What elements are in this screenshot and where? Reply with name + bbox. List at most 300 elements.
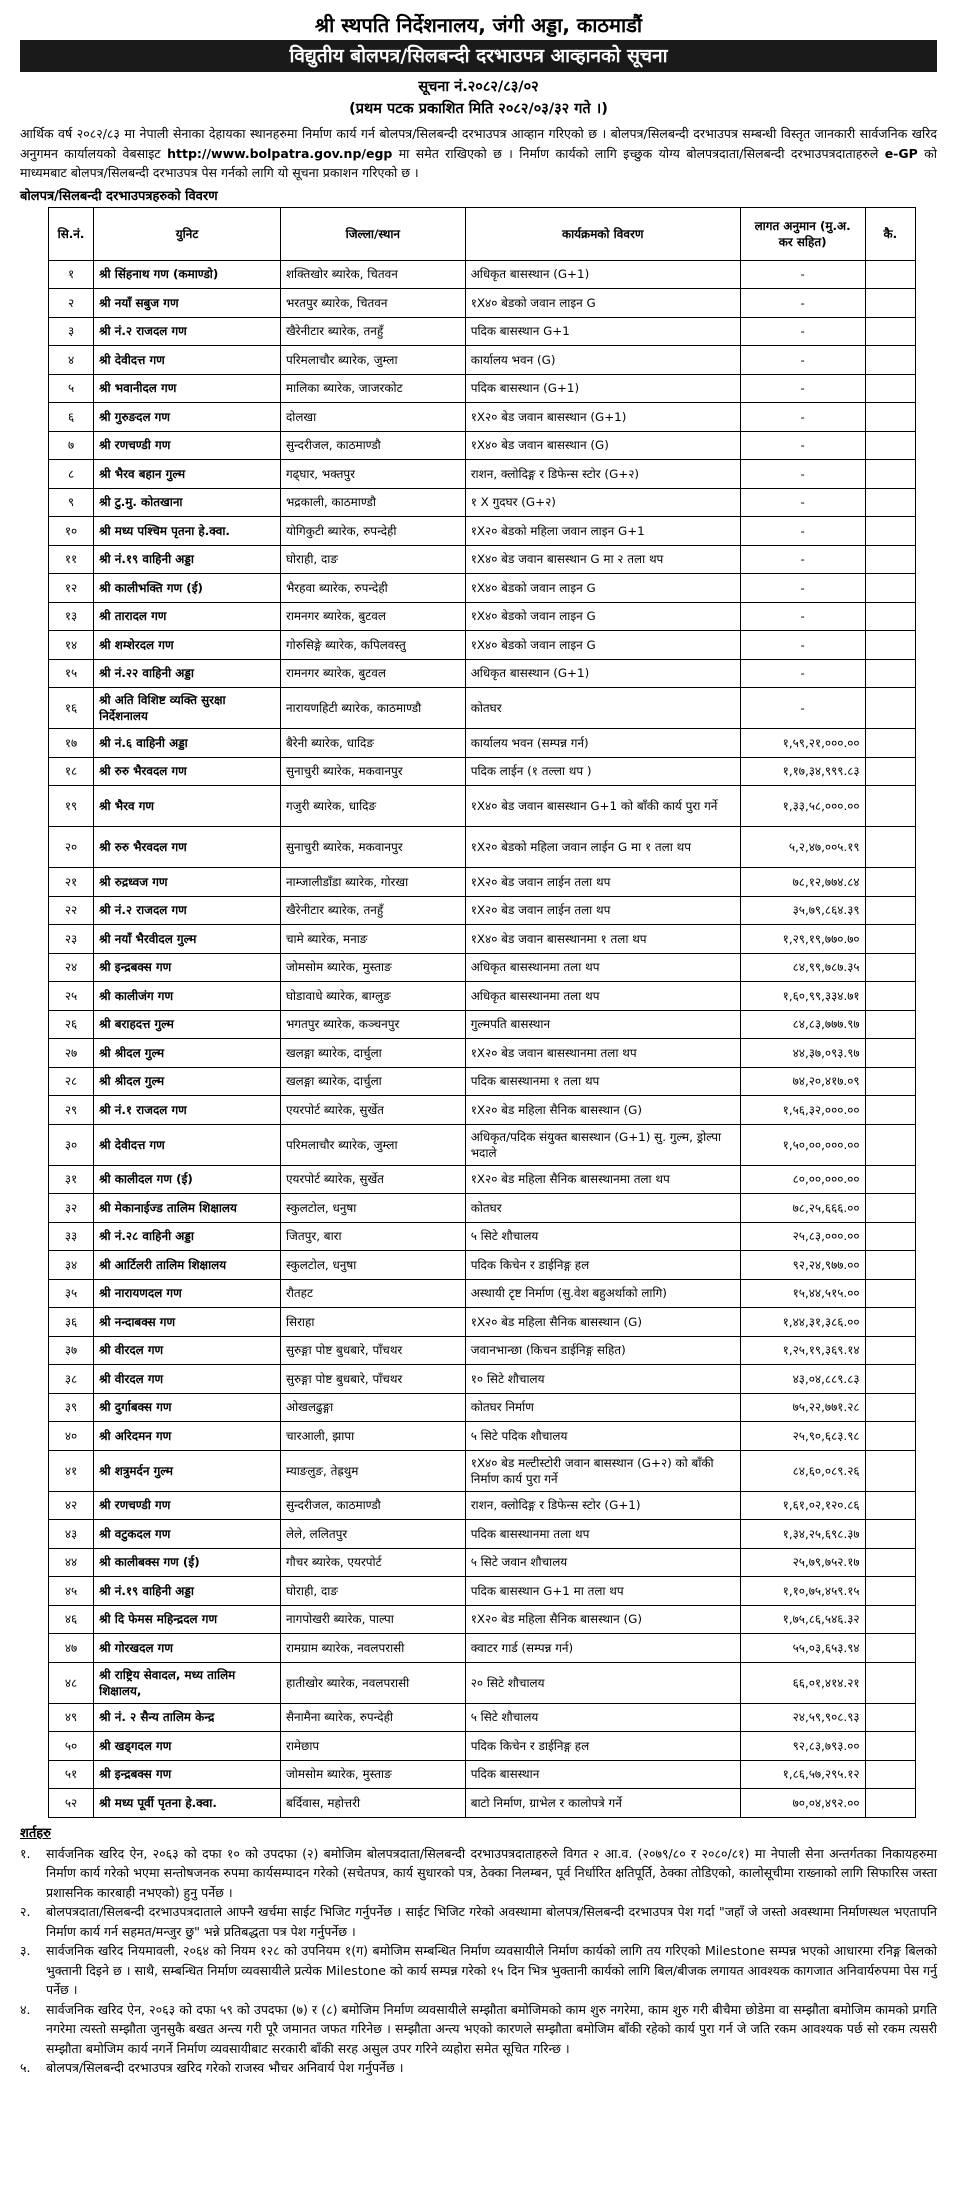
table-row <box>49 786 916 827</box>
col-header-unit: युनिट <box>94 207 281 260</box>
intro-text-2: मा समेत राखिएको छ । निर्माण कार्यको लागि इच्छुक योग्य बोलपत्रदाता/सिलबन्दी दरभाउपत्रदाताहरुले <box>398 145 879 161</box>
cell-remarks <box>865 688 915 729</box>
cell-sn: ६ <box>49 403 94 432</box>
cell-sn: १९ <box>49 786 94 827</box>
cell-cost: - <box>740 545 865 574</box>
bolpatra-link[interactable]: http://www.bolpatra.gov.np/egp <box>167 145 393 161</box>
cell-remarks <box>865 1789 915 1818</box>
cell-sn: २३ <box>49 925 94 954</box>
cell-sn: ४२ <box>49 1491 94 1520</box>
cell-cost: ६६,०१,४१४.२१ <box>740 1662 865 1703</box>
cell-location: खलङ्गा ब्यारेक, दार्चुला <box>280 1039 465 1068</box>
cell-remarks <box>865 757 915 786</box>
table-row <box>49 403 916 432</box>
condition-item <box>20 1941 937 2000</box>
cell-remarks <box>865 1194 915 1223</box>
cell-description: १X२० बेड जवान लाईन तला थप <box>465 896 740 925</box>
cell-description: १X२० बेड महिला सैनिक बासस्थान (G) <box>465 1096 740 1125</box>
cell-sn: १५ <box>49 659 94 688</box>
table-row <box>49 729 916 758</box>
cell-sn: ४९ <box>49 1703 94 1732</box>
table-row <box>49 1194 916 1223</box>
condition-item <box>20 2058 937 2078</box>
cell-description: १X४० बेडको जवान लाइन G <box>465 574 740 603</box>
cell-cost: ९२,२४,९७७.०० <box>740 1251 865 1280</box>
cell-location: जितपुर, बारा <box>280 1222 465 1251</box>
cell-description: राशन, क्लोदिङ्ग र डिफेन्स स्टोर (G+1) <box>465 1491 740 1520</box>
cell-remarks <box>865 1450 915 1491</box>
cell-description: २० सिटे शौचालय <box>465 1662 740 1703</box>
cell-remarks <box>865 1662 915 1703</box>
cell-remarks <box>865 346 915 375</box>
cell-location: भगतपुर ब्यारेक, कञ्चनपुर <box>280 1010 465 1039</box>
cell-location: नारायणहिटी ब्यारेक, काठमाण्डौ <box>280 688 465 729</box>
cell-unit: श्री नयाँ सबुज गण <box>94 289 281 318</box>
cell-remarks <box>865 868 915 897</box>
cell-remarks <box>865 403 915 432</box>
cell-sn: २४ <box>49 953 94 982</box>
cell-cost: १,६०,९९,३३४.७१ <box>740 982 865 1011</box>
cell-sn: १६ <box>49 688 94 729</box>
table-header-row <box>49 207 916 260</box>
cell-sn: ३२ <box>49 1194 94 1223</box>
conditions-list <box>20 1844 937 2078</box>
table-row <box>49 1634 916 1663</box>
cell-sn: ५१ <box>49 1760 94 1789</box>
cell-sn: ३७ <box>49 1336 94 1365</box>
table-row <box>49 1096 916 1125</box>
cell-description: १X२० बेडको महिला जवान लाईन G मा १ तला थप <box>465 827 740 868</box>
cell-remarks <box>865 289 915 318</box>
cell-sn: ४७ <box>49 1634 94 1663</box>
cell-location: सुनाचुरी ब्यारेक, मकवानपुर <box>280 827 465 868</box>
cell-cost: ४४,३७,०९३.९७ <box>740 1039 865 1068</box>
cell-unit: श्री नं.२८ वाहिनी अड्डा <box>94 1222 281 1251</box>
cell-sn: १७ <box>49 729 94 758</box>
cell-sn: ५० <box>49 1732 94 1761</box>
cell-sn: १३ <box>49 602 94 631</box>
cell-remarks <box>865 488 915 517</box>
cell-location: परिमलाचौर ब्यारेक, जुम्ला <box>280 346 465 375</box>
cell-description: १X२० बेड जवान बासस्थान (G+1) <box>465 403 740 432</box>
cell-location: गजुरी ब्यारेक, धादिङ <box>280 786 465 827</box>
cell-remarks <box>865 1491 915 1520</box>
cell-cost: ५५,०३,६५३.९४ <box>740 1634 865 1663</box>
notice-page <box>20 10 937 2078</box>
cell-cost: ८४,६०,०८९.२६ <box>740 1450 865 1491</box>
table-row <box>49 1124 916 1165</box>
cell-location: गढ्घार, भक्तपुर <box>280 460 465 489</box>
cell-remarks <box>865 460 915 489</box>
cell-location: म्याङलुङ, तेह्रथुम <box>280 1450 465 1491</box>
cell-remarks <box>865 1251 915 1280</box>
cell-cost: १,५६,३२,०००.०० <box>740 1096 865 1125</box>
cell-sn: ४८ <box>49 1662 94 1703</box>
cell-unit: श्री नारायणदल गण <box>94 1279 281 1308</box>
cell-location: बर्दिवास, महोत्तरी <box>280 1789 465 1818</box>
cell-remarks <box>865 1732 915 1761</box>
cell-sn: १४ <box>49 631 94 660</box>
cell-description: १X४० बेडको जवान लाइन G <box>465 289 740 318</box>
cell-remarks <box>865 631 915 660</box>
cell-cost: - <box>740 374 865 403</box>
cell-unit: श्री रुरु भैरवदल गण <box>94 827 281 868</box>
cell-description: १X४० बेड जवान बासस्थान G मा २ तला थप <box>465 545 740 574</box>
cell-unit: श्री कालीजंग गण <box>94 982 281 1011</box>
cell-remarks <box>865 1010 915 1039</box>
notice-number: सूचना नं.२०८२/८३/०२ <box>418 79 539 95</box>
condition-number: ५. <box>20 2060 31 2075</box>
cell-location: मालिका ब्यारेक, जाजरकोट <box>280 374 465 403</box>
cell-description: अधिकृत/पदिक संयुक्त बासस्थान (G+1) सु. गुल्म, ड्रोल्पा भदाले <box>465 1124 740 1165</box>
cell-sn: ३१ <box>49 1165 94 1194</box>
cell-unit: श्री बराहदत्त गुल्म <box>94 1010 281 1039</box>
cell-location: सुन्दरीजल, काठमाण्डौ <box>280 431 465 460</box>
cell-remarks <box>865 1577 915 1606</box>
cell-cost: - <box>740 431 865 460</box>
cell-location: हातीखोर ब्यारेक, नवलपरासी <box>280 1662 465 1703</box>
cell-unit: श्री श्रीदल गुल्म <box>94 1067 281 1096</box>
cell-location: सुनाचुरी ब्यारेक, मकवानपुर <box>280 757 465 786</box>
cell-remarks <box>865 1393 915 1422</box>
table-row <box>49 1010 916 1039</box>
cell-description: ५ सिटे शौचालय <box>465 1222 740 1251</box>
cell-description: ५ सिटे पदिक शौचालय <box>465 1422 740 1451</box>
cell-description: १ X गुदघर (G+२) <box>465 488 740 517</box>
cell-location: गोरुसिङ्गे ब्यारेक, कपिलवस्तु <box>280 631 465 660</box>
cell-cost: १,५०,००,०००.०० <box>740 1124 865 1165</box>
cell-unit: श्री शत्रुमर्दन गुल्म <box>94 1450 281 1491</box>
cell-location: खलङ्गा ब्यारेक, दार्चुला <box>280 1067 465 1096</box>
cell-location: खैरेनीटार ब्यारेक, तनहुँ <box>280 317 465 346</box>
cell-cost: १,२५,१९,३६९.१४ <box>740 1336 865 1365</box>
cell-description: कार्यालय भवन (सम्पन्न गर्न) <box>465 729 740 758</box>
cell-description: कोतघर <box>465 688 740 729</box>
cell-location: सुरुङ्गा पोष्ट बुधबारे, पाँचथर <box>280 1336 465 1365</box>
cell-location: सुन्दरीजल, काठमाण्डौ <box>280 1491 465 1520</box>
cell-unit: श्री रणचण्डी गण <box>94 1491 281 1520</box>
table-row <box>49 896 916 925</box>
cell-location: चारआली, झापा <box>280 1422 465 1451</box>
cell-location: एयरपोर्ट ब्यारेक, सुर्खेत <box>280 1165 465 1194</box>
cell-location: नागपोखरी ब्यारेक, पाल्पा <box>280 1605 465 1634</box>
cell-sn: ४० <box>49 1422 94 1451</box>
condition-text: बोलपत्रदाता/सिलबन्दी दरभाउपत्रदाताले आफ्नै खर्चमा साईट भिजिट गर्नुपर्नेछ । साईट भिजिट गरेको अवस्थामा बोलपत्र/सिलबन्दी दरभाउपत्र पेश गर्दा "जहाँ जे जस्तो अवस्थामा निर्माणस्थल भएतापनि निर्माण कार्य गर्न सहमत/मन्जुर छु" भन्ने प्रतिबद्धता पत्र पेश गर्नुपर्नेछ । <box>46 1904 937 1939</box>
table-row <box>49 346 916 375</box>
table-row <box>49 659 916 688</box>
cell-unit: श्री मध्य पूर्वी पृतना हे.क्वा. <box>94 1789 281 1818</box>
cell-sn: ३८ <box>49 1365 94 1394</box>
cell-location: भैरहवा ब्यारेक, रुपन्देही <box>280 574 465 603</box>
cell-sn: १८ <box>49 757 94 786</box>
cell-cost: - <box>740 460 865 489</box>
cell-unit: श्री इन्द्रबक्स गण <box>94 953 281 982</box>
cell-location: भद्रकाली, काठमाण्डौ <box>280 488 465 517</box>
cell-description: गुल्मपति बासस्थान <box>465 1010 740 1039</box>
cell-cost: १,४४,३१,३८६.०० <box>740 1308 865 1337</box>
cell-location: खैरेनीटार ब्यारेक, तनहुँ <box>280 896 465 925</box>
cell-description: अधिकृत बासस्थान (G+1) <box>465 659 740 688</box>
cell-description: १X२० बेड महिला सैनिक बासस्थानमा तला थप <box>465 1165 740 1194</box>
cell-unit: श्री नन्दाबक्स गण <box>94 1308 281 1337</box>
table-row <box>49 1760 916 1789</box>
cell-remarks <box>865 1067 915 1096</box>
cell-cost: - <box>740 574 865 603</box>
cell-unit: श्री गुरुङदल गण <box>94 403 281 432</box>
cell-cost: २५,८३,०००.०० <box>740 1222 865 1251</box>
cell-cost: ९२,८३,७९३.०० <box>740 1732 865 1761</box>
table-row <box>49 1789 916 1818</box>
cell-unit: श्री अरिदमन गण <box>94 1422 281 1451</box>
cell-remarks <box>865 1548 915 1577</box>
cell-location: स्कुलटोल, धनुषा <box>280 1251 465 1280</box>
cell-location: योगिकुटी ब्यारेक, रुपन्देही <box>280 517 465 546</box>
condition-number: ४. <box>20 2001 31 2017</box>
cell-sn: ११ <box>49 545 94 574</box>
cell-cost: ७८,२५,६६६.०० <box>740 1194 865 1223</box>
cell-cost: ८०,००,०००.०० <box>740 1165 865 1194</box>
cell-description: पदिक बासस्थान G+1 मा तला थप <box>465 1577 740 1606</box>
cell-cost: १,५९,२१,०००.०० <box>740 729 865 758</box>
cell-description: १X२० बेडको महिला जवान लाइन G+1 <box>465 517 740 546</box>
cell-location: एयरपोर्ट ब्यारेक, सुर्खेत <box>280 1096 465 1125</box>
cell-cost: १,३३,५८,०००.०० <box>740 786 865 827</box>
cell-description: १० सिटे शौचालय <box>465 1365 740 1394</box>
cell-cost: ५,२,४७,००५.१९ <box>740 827 865 868</box>
cell-location: सिराहा <box>280 1308 465 1337</box>
cell-location: रौतहट <box>280 1279 465 1308</box>
cell-sn: २९ <box>49 1096 94 1125</box>
cell-sn: ३ <box>49 317 94 346</box>
cell-description: पदिक बासस्थान <box>465 1760 740 1789</box>
cell-unit: श्री दुर्गाबक्स गण <box>94 1393 281 1422</box>
cell-description: १X२० बेड महिला सैनिक बासस्थान (G) <box>465 1605 740 1634</box>
cell-description: कोतघर <box>465 1194 740 1223</box>
cell-cost: १,६१,०२,१२०.८६ <box>740 1491 865 1520</box>
cell-location: चामे ब्यारेक, मनाङ <box>280 925 465 954</box>
cell-description: १X४० बेड जवान बासस्थान (G) <box>465 431 740 460</box>
cell-cost: १,७५,८६,५४६.३२ <box>740 1605 865 1634</box>
cell-sn: ३० <box>49 1124 94 1165</box>
table-row <box>49 1703 916 1732</box>
cell-remarks <box>865 1422 915 1451</box>
cell-description: १X४० बेडको जवान लाइन G <box>465 631 740 660</box>
cell-description: पदिक बासस्थान (G+1) <box>465 374 740 403</box>
cell-cost: १,३४,२५,६९८.३७ <box>740 1520 865 1549</box>
cell-remarks <box>865 431 915 460</box>
cell-location: परिमलाचौर ब्यारेक, जुम्ला <box>280 1124 465 1165</box>
cell-description: पदिक लाईन (१ तल्ला थप ) <box>465 757 740 786</box>
cell-location: सैनामैना ब्यारेक, रुपन्देही <box>280 1703 465 1732</box>
cell-cost: - <box>740 602 865 631</box>
cell-unit: श्री दि फेमस महिन्द्रदल गण <box>94 1605 281 1634</box>
cell-unit: श्री मेकानाईज्ड तालिम शिक्षालय <box>94 1194 281 1223</box>
cell-description: पदिक बासस्थान G+1 <box>465 317 740 346</box>
cell-unit: श्री नं.१९ वाहिनी अड्डा <box>94 1577 281 1606</box>
cell-cost: १५,४४,५१५.०० <box>740 1279 865 1308</box>
cell-unit: श्री राष्ट्रिय सेवादल, मध्य तालिम शिक्षालय, <box>94 1662 281 1703</box>
cell-sn: २५ <box>49 982 94 1011</box>
table-row <box>49 574 916 603</box>
table-row <box>49 1251 916 1280</box>
cell-description: १X४० बेड मल्टीस्टोरी जवान बासस्थान (G+२) को बाँकी निर्माण कार्य पुरा गर्ने <box>465 1450 740 1491</box>
table-row <box>49 1336 916 1365</box>
cell-location: शक्तिखोर ब्यारेक, चितवन <box>280 260 465 289</box>
cell-remarks <box>865 374 915 403</box>
table-row <box>49 289 916 318</box>
cell-unit: श्री मध्य पश्चिम पृतना हे.क्वा. <box>94 517 281 546</box>
org-title: श्री स्थपति निर्देशनालय, जंगी अड्डा, काठमाडौं <box>314 13 643 37</box>
table-row <box>49 545 916 574</box>
col-header-description: कार्यक्रमको विवरण <box>465 207 740 260</box>
table-row <box>49 1365 916 1394</box>
cell-sn: ८ <box>49 460 94 489</box>
table-row <box>49 460 916 489</box>
cell-remarks <box>865 896 915 925</box>
table-row <box>49 317 916 346</box>
cell-remarks <box>865 574 915 603</box>
cell-remarks <box>865 786 915 827</box>
cell-cost: १,१७,३४,९९९.८३ <box>740 757 865 786</box>
cell-description: पदिक बासस्थानमा १ तला थप <box>465 1067 740 1096</box>
intro-text-1: आर्थिक वर्ष २०८२/८३ मा नेपाली सेनाका देहायका स्थानहरुमा निर्माण कार्य गर्न बोलपत्र/सिलबन्दी दरभाउपत्र आव्हान गरिएको छ । बोलपत्र/सिलबन्दी दरभाउपत्र सम्बन्धी विस्तृत जानकारी सार्वजनिक खरिद अनुगमन कार्यालयको वेबसाइट <box>20 126 937 161</box>
cell-cost: - <box>740 517 865 546</box>
cell-location: ओखलढुङ्गा <box>280 1393 465 1422</box>
col-header-cost: लागत अनुमान (मु.अ. कर सहित) <box>740 207 865 260</box>
table-row <box>49 827 916 868</box>
cell-remarks <box>865 1760 915 1789</box>
condition-number: १. <box>20 1845 31 1861</box>
col-header-location: जिल्ला/स्थान <box>280 207 465 260</box>
cell-unit: श्री नं.२ राजदल गण <box>94 317 281 346</box>
table-row <box>49 1450 916 1491</box>
cell-description: अस्थायी टृष्ट निर्माण (सु.वेश बहुअर्थाको लागि) <box>465 1279 740 1308</box>
cell-unit: श्री रणचण्डी गण <box>94 431 281 460</box>
cell-remarks <box>865 545 915 574</box>
cell-location: भरतपुर ब्यारेक, चितवन <box>280 289 465 318</box>
cell-description: पदिक किचेन र डाईनिङ्ग हल <box>465 1251 740 1280</box>
table-row <box>49 868 916 897</box>
notice-banner: विद्युतीय बोलपत्र/सिलबन्दी दरभाउपत्र आव्हानको सूचना <box>20 40 937 72</box>
cell-location: घोराही, दाङ <box>280 1577 465 1606</box>
cell-unit: श्री वीरदल गण <box>94 1336 281 1365</box>
condition-text: सार्वजनिक खरिद नियमावली, २०६४ को नियम १२८ को उपनियम १(ग) बमोजिम सम्बन्धित निर्माण व्यवसायीले निर्माण कार्यको लागि तय गरिएको Milestone सम्पन्न भएको आधारमा रनिङ्ग बिलको भुक्तानी दिइने छ । साथै, सम्बन्धित निर्माण व्यवसायीले प्रत्येक Milestone को कार्य सम्पन्न गरेको १५ दिन भित्र भुक्तानी कार्यको लागि बिल/बीजक लगायत आवश्यक कागजात अनिवार्यरुपमा पेस गर्नु पर्नेछ । <box>46 1943 937 1997</box>
cell-description: अधिकृत बासस्थानमा तला थप <box>465 982 740 1011</box>
cell-unit: श्री भैरव गण <box>94 786 281 827</box>
cell-cost: - <box>740 488 865 517</box>
cell-unit: श्री नं. २ सैन्य तालिम केन्द्र <box>94 1703 281 1732</box>
cell-sn: ४६ <box>49 1605 94 1634</box>
cell-remarks <box>865 1634 915 1663</box>
table-row <box>49 431 916 460</box>
table-row <box>49 488 916 517</box>
cell-unit: श्री कालीभक्ति गण (ई) <box>94 574 281 603</box>
cell-cost: २४,५९,९०८.९३ <box>740 1703 865 1732</box>
table-row <box>49 953 916 982</box>
cell-location: घोडावाधे ब्यारेक, बाग्लुङ <box>280 982 465 1011</box>
cell-location: रामग्राम ब्यारेक, नवलपरासी <box>280 1634 465 1663</box>
cell-description: ५ सिटे जवान शौचालय <box>465 1548 740 1577</box>
cell-location: जोमसोम ब्यारेक, मुस्ताङ <box>280 953 465 982</box>
cell-unit: श्री तारादल गण <box>94 602 281 631</box>
cell-unit: श्री देवीदत्त गण <box>94 346 281 375</box>
table-row <box>49 925 916 954</box>
cell-unit: श्री कालीदल गण (ई) <box>94 1165 281 1194</box>
table-row <box>49 982 916 1011</box>
first-published-date: (प्रथम पटक प्रकाशित मिति २०८२/०३/३२ गते ।) <box>349 101 608 117</box>
conditions-title: शर्तहरु <box>20 1825 51 1841</box>
cell-remarks <box>865 1124 915 1165</box>
cell-unit: श्री शम्शेरदल गण <box>94 631 281 660</box>
cell-location: रामनगर ब्यारेक, बुटवल <box>280 602 465 631</box>
condition-item <box>20 2000 937 2059</box>
cell-description: बाटो निर्माण, ग्राभेल र कालोपत्रे गर्ने <box>465 1789 740 1818</box>
cell-remarks <box>865 1520 915 1549</box>
cell-unit: श्री देवीदत्त गण <box>94 1124 281 1165</box>
cell-cost: २५,७९,७५२.१७ <box>740 1548 865 1577</box>
cell-cost: १,२९,१९,७७०.७० <box>740 925 865 954</box>
condition-text: सार्वजनिक खरिद ऐन, २०६३ को दफा १० को उपदफा (२) बमोजिम बोलपत्रदाता/सिलबन्दी दरभाउपत्रदाताहरुले विगत २ आ.व. (२०७९/८० र २०८०/८१) मा नेपाली सेना अन्तर्गतका निकायहरुमा निर्माण कार्य गरेको भएमा सन्तोषजनक रुपमा कार्यसम्पादन गरेको (सचेतपत्र, कार्य सुधारको पत्र, ठेक्का निलम्बन, पूर्व निर्धारित क्षतिपूर्ति, ठेक्का तोडिएको, कालोसूचीमा राख्नाको लागि सिफारिस जस्ता प्रशासनिक कारबाही नभएको) हुनु पर्नेछ । <box>46 1845 937 1900</box>
table-row <box>49 1662 916 1703</box>
cell-sn: २० <box>49 827 94 868</box>
cell-sn: ३४ <box>49 1251 94 1280</box>
cell-unit: श्री भैरव बहान गुल्म <box>94 460 281 489</box>
cell-description: पदिक किचेन र डाईनिङ्ग हल <box>465 1732 740 1761</box>
cell-unit: श्री नं.१९ वाहिनी अड्डा <box>94 545 281 574</box>
condition-text: बोलपत्र/सिलबन्दी दरभाउपत्र खरिद गरेको राजस्व भौचर अनिवार्य पेश गर्नुपर्नेछ । <box>46 2060 404 2075</box>
cell-remarks <box>865 1336 915 1365</box>
table-row <box>49 517 916 546</box>
cell-description: अधिकृत बासस्थान (G+1) <box>465 260 740 289</box>
cell-sn: ५२ <box>49 1789 94 1818</box>
cell-cost: ७८,१२,७७४.८४ <box>740 868 865 897</box>
cell-location: नाम्जालीडाँडा ब्यारेक, गोरखा <box>280 868 465 897</box>
cell-remarks <box>865 925 915 954</box>
cell-sn: ५ <box>49 374 94 403</box>
cell-description: १X२० बेड जवान लाईन तला थप <box>465 868 740 897</box>
bids-table <box>48 207 916 1818</box>
cell-sn: २८ <box>49 1067 94 1096</box>
cell-cost: ८४,८३,७७७.९७ <box>740 1010 865 1039</box>
table-row <box>49 1548 916 1577</box>
table-row <box>49 1422 916 1451</box>
cell-unit: श्री नयाँ भैरवीदल गुल्म <box>94 925 281 954</box>
cell-description: ५ सिटे शौचालय <box>465 1703 740 1732</box>
cell-sn: ४४ <box>49 1548 94 1577</box>
cell-sn: ४१ <box>49 1450 94 1491</box>
table-row <box>49 688 916 729</box>
cell-unit: श्री रुद्रध्वज गण <box>94 868 281 897</box>
table-row <box>49 1520 916 1549</box>
table-row <box>49 757 916 786</box>
table-row <box>49 374 916 403</box>
cell-remarks <box>865 1096 915 1125</box>
cell-remarks <box>865 1039 915 1068</box>
table-row <box>49 260 916 289</box>
cell-remarks <box>865 953 915 982</box>
table-row <box>49 1222 916 1251</box>
cell-description: कोतघर निर्माण <box>465 1393 740 1422</box>
cell-remarks <box>865 659 915 688</box>
condition-item <box>20 1844 937 1903</box>
cell-location: बैरेनी ब्यारेक, धादिङ <box>280 729 465 758</box>
cell-remarks <box>865 317 915 346</box>
table-row <box>49 631 916 660</box>
cell-sn: ३३ <box>49 1222 94 1251</box>
cell-cost: - <box>740 317 865 346</box>
table-row <box>49 1605 916 1634</box>
cell-sn: २१ <box>49 868 94 897</box>
